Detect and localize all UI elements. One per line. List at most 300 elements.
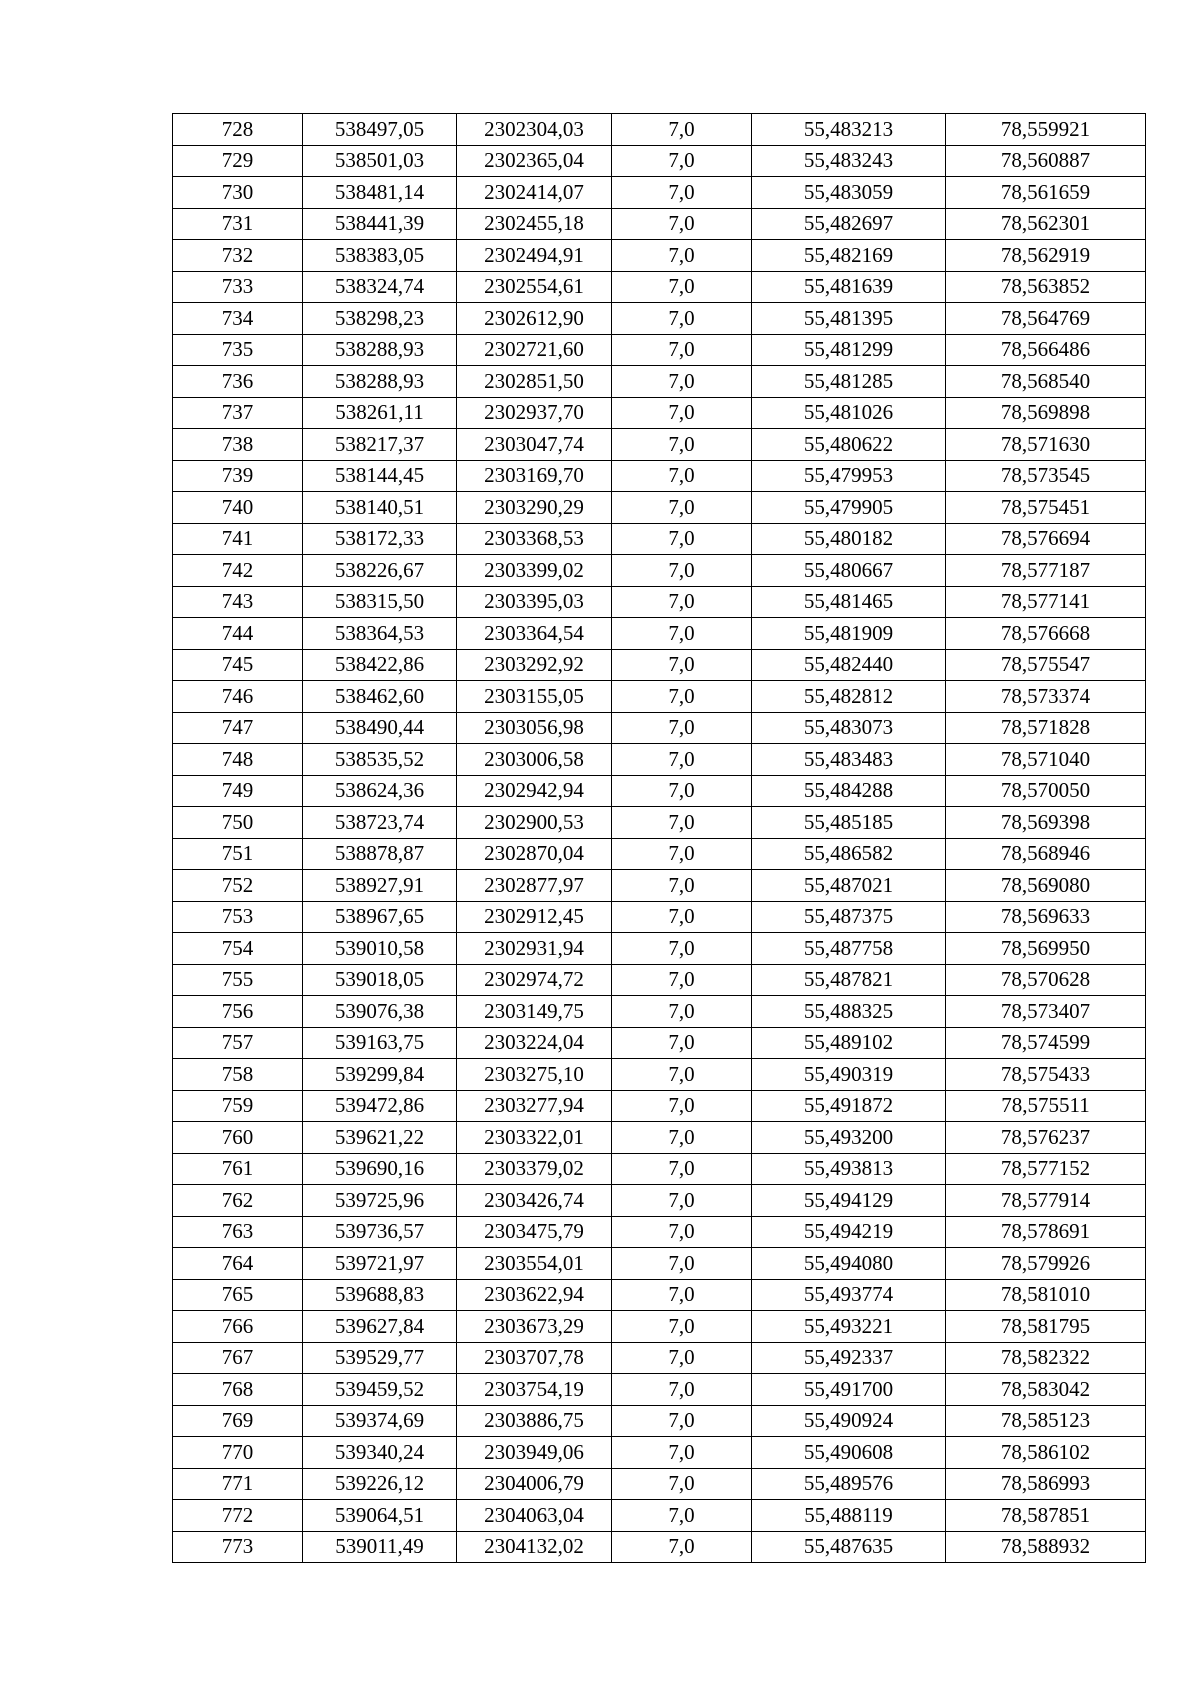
longitude-cell: 78,569633 [946, 901, 1146, 933]
value-cell: 7,0 [612, 208, 752, 240]
point-number-cell: 751 [173, 838, 303, 870]
value-cell: 7,0 [612, 177, 752, 209]
value-cell: 7,0 [612, 1405, 752, 1437]
latitude-cell: 55,485185 [752, 807, 946, 839]
x-coordinate-cell: 539226,12 [303, 1468, 457, 1500]
longitude-cell: 78,568946 [946, 838, 1146, 870]
y-coordinate-cell: 2302304,03 [457, 114, 612, 146]
latitude-cell: 55,483073 [752, 712, 946, 744]
point-number-cell: 742 [173, 555, 303, 587]
longitude-cell: 78,588932 [946, 1531, 1146, 1563]
y-coordinate-cell: 2302974,72 [457, 964, 612, 996]
table-row [173, 397, 1146, 429]
point-number-cell: 750 [173, 807, 303, 839]
longitude-cell: 78,571630 [946, 429, 1146, 461]
y-coordinate-cell: 2302877,97 [457, 870, 612, 902]
point-number-cell: 773 [173, 1531, 303, 1563]
latitude-cell: 55,490608 [752, 1437, 946, 1469]
x-coordinate-cell: 538261,11 [303, 397, 457, 429]
y-coordinate-cell: 2304063,04 [457, 1500, 612, 1532]
y-coordinate-cell: 2303277,94 [457, 1090, 612, 1122]
value-cell: 7,0 [612, 240, 752, 272]
point-number-cell: 745 [173, 649, 303, 681]
y-coordinate-cell: 2302554,61 [457, 271, 612, 303]
y-coordinate-cell: 2302851,50 [457, 366, 612, 398]
value-cell: 7,0 [612, 523, 752, 555]
y-coordinate-cell: 2303475,79 [457, 1216, 612, 1248]
latitude-cell: 55,488119 [752, 1500, 946, 1532]
y-coordinate-cell: 2303149,75 [457, 996, 612, 1028]
latitude-cell: 55,493200 [752, 1122, 946, 1154]
point-number-cell: 732 [173, 240, 303, 272]
longitude-cell: 78,574599 [946, 1027, 1146, 1059]
x-coordinate-cell: 538490,44 [303, 712, 457, 744]
point-number-cell: 729 [173, 145, 303, 177]
longitude-cell: 78,577187 [946, 555, 1146, 587]
value-cell: 7,0 [612, 1059, 752, 1091]
y-coordinate-cell: 2303707,78 [457, 1342, 612, 1374]
y-coordinate-cell: 2302942,94 [457, 775, 612, 807]
point-number-cell: 761 [173, 1153, 303, 1185]
latitude-cell: 55,480622 [752, 429, 946, 461]
longitude-cell: 78,577152 [946, 1153, 1146, 1185]
y-coordinate-cell: 2303554,01 [457, 1248, 612, 1280]
table-row [173, 1405, 1146, 1437]
y-coordinate-cell: 2302912,45 [457, 901, 612, 933]
latitude-cell: 55,493221 [752, 1311, 946, 1343]
latitude-cell: 55,481299 [752, 334, 946, 366]
longitude-cell: 78,568540 [946, 366, 1146, 398]
value-cell: 7,0 [612, 1531, 752, 1563]
table-row [173, 1279, 1146, 1311]
latitude-cell: 55,487021 [752, 870, 946, 902]
latitude-cell: 55,481639 [752, 271, 946, 303]
x-coordinate-cell: 538288,93 [303, 366, 457, 398]
y-coordinate-cell: 2302937,70 [457, 397, 612, 429]
y-coordinate-cell: 2303399,02 [457, 555, 612, 587]
longitude-cell: 78,562919 [946, 240, 1146, 272]
value-cell: 7,0 [612, 838, 752, 870]
y-coordinate-cell: 2302455,18 [457, 208, 612, 240]
latitude-cell: 55,489576 [752, 1468, 946, 1500]
table-row [173, 1216, 1146, 1248]
value-cell: 7,0 [612, 1153, 752, 1185]
latitude-cell: 55,482169 [752, 240, 946, 272]
value-cell: 7,0 [612, 271, 752, 303]
x-coordinate-cell: 539340,24 [303, 1437, 457, 1469]
table-row [173, 460, 1146, 492]
latitude-cell: 55,488325 [752, 996, 946, 1028]
x-coordinate-cell: 539721,97 [303, 1248, 457, 1280]
point-number-cell: 744 [173, 618, 303, 650]
latitude-cell: 55,483059 [752, 177, 946, 209]
x-coordinate-cell: 538422,86 [303, 649, 457, 681]
x-coordinate-cell: 538501,03 [303, 145, 457, 177]
point-number-cell: 738 [173, 429, 303, 461]
point-number-cell: 771 [173, 1468, 303, 1500]
point-number-cell: 728 [173, 114, 303, 146]
table-row [173, 1122, 1146, 1154]
table-row [173, 334, 1146, 366]
table-row [173, 240, 1146, 272]
point-number-cell: 762 [173, 1185, 303, 1217]
y-coordinate-cell: 2303292,92 [457, 649, 612, 681]
x-coordinate-cell: 539299,84 [303, 1059, 457, 1091]
y-coordinate-cell: 2302870,04 [457, 838, 612, 870]
table-row [173, 964, 1146, 996]
point-number-cell: 746 [173, 681, 303, 713]
x-coordinate-cell: 538288,93 [303, 334, 457, 366]
y-coordinate-cell: 2303622,94 [457, 1279, 612, 1311]
latitude-cell: 55,487821 [752, 964, 946, 996]
point-number-cell: 767 [173, 1342, 303, 1374]
table-row [173, 996, 1146, 1028]
point-number-cell: 741 [173, 523, 303, 555]
longitude-cell: 78,576237 [946, 1122, 1146, 1154]
x-coordinate-cell: 539374,69 [303, 1405, 457, 1437]
longitude-cell: 78,569950 [946, 933, 1146, 965]
y-coordinate-cell: 2303754,19 [457, 1374, 612, 1406]
table-row [173, 1342, 1146, 1374]
latitude-cell: 55,490924 [752, 1405, 946, 1437]
longitude-cell: 78,581795 [946, 1311, 1146, 1343]
value-cell: 7,0 [612, 1027, 752, 1059]
longitude-cell: 78,573407 [946, 996, 1146, 1028]
y-coordinate-cell: 2303379,02 [457, 1153, 612, 1185]
value-cell: 7,0 [612, 303, 752, 335]
x-coordinate-cell: 538624,36 [303, 775, 457, 807]
value-cell: 7,0 [612, 681, 752, 713]
point-number-cell: 730 [173, 177, 303, 209]
value-cell: 7,0 [612, 964, 752, 996]
y-coordinate-cell: 2302721,60 [457, 334, 612, 366]
value-cell: 7,0 [612, 366, 752, 398]
longitude-cell: 78,571040 [946, 744, 1146, 776]
point-number-cell: 747 [173, 712, 303, 744]
point-number-cell: 758 [173, 1059, 303, 1091]
coordinates-table [172, 113, 1146, 1563]
latitude-cell: 55,491700 [752, 1374, 946, 1406]
latitude-cell: 55,480667 [752, 555, 946, 587]
y-coordinate-cell: 2303155,05 [457, 681, 612, 713]
point-number-cell: 735 [173, 334, 303, 366]
y-coordinate-cell: 2303056,98 [457, 712, 612, 744]
value-cell: 7,0 [612, 586, 752, 618]
point-number-cell: 731 [173, 208, 303, 240]
value-cell: 7,0 [612, 1437, 752, 1469]
latitude-cell: 55,492337 [752, 1342, 946, 1374]
table-row [173, 712, 1146, 744]
value-cell: 7,0 [612, 1185, 752, 1217]
latitude-cell: 55,481026 [752, 397, 946, 429]
value-cell: 7,0 [612, 933, 752, 965]
y-coordinate-cell: 2304006,79 [457, 1468, 612, 1500]
latitude-cell: 55,481285 [752, 366, 946, 398]
point-number-cell: 763 [173, 1216, 303, 1248]
y-coordinate-cell: 2302900,53 [457, 807, 612, 839]
y-coordinate-cell: 2303006,58 [457, 744, 612, 776]
y-coordinate-cell: 2303322,01 [457, 1122, 612, 1154]
point-number-cell: 748 [173, 744, 303, 776]
value-cell: 7,0 [612, 114, 752, 146]
longitude-cell: 78,566486 [946, 334, 1146, 366]
point-number-cell: 739 [173, 460, 303, 492]
value-cell: 7,0 [612, 775, 752, 807]
longitude-cell: 78,577141 [946, 586, 1146, 618]
value-cell: 7,0 [612, 1311, 752, 1343]
longitude-cell: 78,569080 [946, 870, 1146, 902]
table-row [173, 870, 1146, 902]
value-cell: 7,0 [612, 492, 752, 524]
table-row [173, 901, 1146, 933]
y-coordinate-cell: 2302612,90 [457, 303, 612, 335]
table-row [173, 1437, 1146, 1469]
y-coordinate-cell: 2304132,02 [457, 1531, 612, 1563]
x-coordinate-cell: 539688,83 [303, 1279, 457, 1311]
point-number-cell: 734 [173, 303, 303, 335]
y-coordinate-cell: 2303364,54 [457, 618, 612, 650]
longitude-cell: 78,581010 [946, 1279, 1146, 1311]
value-cell: 7,0 [612, 1279, 752, 1311]
value-cell: 7,0 [612, 1122, 752, 1154]
table-row [173, 1027, 1146, 1059]
value-cell: 7,0 [612, 429, 752, 461]
longitude-cell: 78,577914 [946, 1185, 1146, 1217]
x-coordinate-cell: 539163,75 [303, 1027, 457, 1059]
value-cell: 7,0 [612, 870, 752, 902]
y-coordinate-cell: 2302931,94 [457, 933, 612, 965]
value-cell: 7,0 [612, 996, 752, 1028]
x-coordinate-cell: 539076,38 [303, 996, 457, 1028]
value-cell: 7,0 [612, 397, 752, 429]
x-coordinate-cell: 538441,39 [303, 208, 457, 240]
latitude-cell: 55,494129 [752, 1185, 946, 1217]
latitude-cell: 55,483213 [752, 114, 946, 146]
longitude-cell: 78,582322 [946, 1342, 1146, 1374]
latitude-cell: 55,487375 [752, 901, 946, 933]
x-coordinate-cell: 538383,05 [303, 240, 457, 272]
point-number-cell: 740 [173, 492, 303, 524]
longitude-cell: 78,583042 [946, 1374, 1146, 1406]
value-cell: 7,0 [612, 1374, 752, 1406]
y-coordinate-cell: 2302494,91 [457, 240, 612, 272]
longitude-cell: 78,560887 [946, 145, 1146, 177]
longitude-cell: 78,573374 [946, 681, 1146, 713]
x-coordinate-cell: 538140,51 [303, 492, 457, 524]
table-row [173, 649, 1146, 681]
y-coordinate-cell: 2303047,74 [457, 429, 612, 461]
value-cell: 7,0 [612, 901, 752, 933]
latitude-cell: 55,486582 [752, 838, 946, 870]
point-number-cell: 755 [173, 964, 303, 996]
x-coordinate-cell: 539725,96 [303, 1185, 457, 1217]
x-coordinate-cell: 539459,52 [303, 1374, 457, 1406]
point-number-cell: 757 [173, 1027, 303, 1059]
x-coordinate-cell: 538462,60 [303, 681, 457, 713]
y-coordinate-cell: 2302365,04 [457, 145, 612, 177]
y-coordinate-cell: 2303368,53 [457, 523, 612, 555]
latitude-cell: 55,481465 [752, 586, 946, 618]
point-number-cell: 736 [173, 366, 303, 398]
value-cell: 7,0 [612, 712, 752, 744]
x-coordinate-cell: 539529,77 [303, 1342, 457, 1374]
table-row [173, 1374, 1146, 1406]
latitude-cell: 55,484288 [752, 775, 946, 807]
value-cell: 7,0 [612, 1216, 752, 1248]
x-coordinate-cell: 538217,37 [303, 429, 457, 461]
table-row [173, 933, 1146, 965]
longitude-cell: 78,579926 [946, 1248, 1146, 1280]
x-coordinate-cell: 538967,65 [303, 901, 457, 933]
latitude-cell: 55,482440 [752, 649, 946, 681]
longitude-cell: 78,563852 [946, 271, 1146, 303]
value-cell: 7,0 [612, 334, 752, 366]
x-coordinate-cell: 539011,49 [303, 1531, 457, 1563]
point-number-cell: 768 [173, 1374, 303, 1406]
x-coordinate-cell: 538535,52 [303, 744, 457, 776]
value-cell: 7,0 [612, 1090, 752, 1122]
longitude-cell: 78,575547 [946, 649, 1146, 681]
longitude-cell: 78,562301 [946, 208, 1146, 240]
longitude-cell: 78,575451 [946, 492, 1146, 524]
point-number-cell: 737 [173, 397, 303, 429]
latitude-cell: 55,481395 [752, 303, 946, 335]
y-coordinate-cell: 2303290,29 [457, 492, 612, 524]
latitude-cell: 55,487635 [752, 1531, 946, 1563]
latitude-cell: 55,491872 [752, 1090, 946, 1122]
table-row [173, 807, 1146, 839]
value-cell: 7,0 [612, 1500, 752, 1532]
x-coordinate-cell: 538481,14 [303, 177, 457, 209]
table-row [173, 523, 1146, 555]
y-coordinate-cell: 2302414,07 [457, 177, 612, 209]
value-cell: 7,0 [612, 1342, 752, 1374]
value-cell: 7,0 [612, 1468, 752, 1500]
y-coordinate-cell: 2303395,03 [457, 586, 612, 618]
y-coordinate-cell: 2303224,04 [457, 1027, 612, 1059]
point-number-cell: 743 [173, 586, 303, 618]
table-row [173, 555, 1146, 587]
table-row [173, 838, 1146, 870]
point-number-cell: 752 [173, 870, 303, 902]
x-coordinate-cell: 539064,51 [303, 1500, 457, 1532]
value-cell: 7,0 [612, 145, 752, 177]
value-cell: 7,0 [612, 649, 752, 681]
value-cell: 7,0 [612, 555, 752, 587]
table-row [173, 429, 1146, 461]
value-cell: 7,0 [612, 807, 752, 839]
longitude-cell: 78,570628 [946, 964, 1146, 996]
table-row [173, 1090, 1146, 1122]
y-coordinate-cell: 2303426,74 [457, 1185, 612, 1217]
latitude-cell: 55,480182 [752, 523, 946, 555]
table-row [173, 1185, 1146, 1217]
longitude-cell: 78,587851 [946, 1500, 1146, 1532]
latitude-cell: 55,493774 [752, 1279, 946, 1311]
value-cell: 7,0 [612, 618, 752, 650]
table-row [173, 366, 1146, 398]
point-number-cell: 769 [173, 1405, 303, 1437]
point-number-cell: 733 [173, 271, 303, 303]
point-number-cell: 766 [173, 1311, 303, 1343]
point-number-cell: 764 [173, 1248, 303, 1280]
x-coordinate-cell: 538497,05 [303, 114, 457, 146]
table-row [173, 303, 1146, 335]
y-coordinate-cell: 2303949,06 [457, 1437, 612, 1469]
table-row [173, 145, 1146, 177]
longitude-cell: 78,559921 [946, 114, 1146, 146]
latitude-cell: 55,481909 [752, 618, 946, 650]
table-body [173, 114, 1146, 1563]
table-row [173, 492, 1146, 524]
longitude-cell: 78,575433 [946, 1059, 1146, 1091]
table-row [173, 586, 1146, 618]
x-coordinate-cell: 538927,91 [303, 870, 457, 902]
latitude-cell: 55,490319 [752, 1059, 946, 1091]
x-coordinate-cell: 538723,74 [303, 807, 457, 839]
longitude-cell: 78,573545 [946, 460, 1146, 492]
value-cell: 7,0 [612, 1248, 752, 1280]
table-row [173, 1311, 1146, 1343]
latitude-cell: 55,494080 [752, 1248, 946, 1280]
table-row [173, 681, 1146, 713]
value-cell: 7,0 [612, 744, 752, 776]
y-coordinate-cell: 2303169,70 [457, 460, 612, 492]
longitude-cell: 78,586102 [946, 1437, 1146, 1469]
point-number-cell: 770 [173, 1437, 303, 1469]
point-number-cell: 772 [173, 1500, 303, 1532]
x-coordinate-cell: 539018,05 [303, 964, 457, 996]
longitude-cell: 78,570050 [946, 775, 1146, 807]
table-row [173, 1500, 1146, 1532]
table-row [173, 271, 1146, 303]
longitude-cell: 78,578691 [946, 1216, 1146, 1248]
table-row [173, 775, 1146, 807]
point-number-cell: 749 [173, 775, 303, 807]
y-coordinate-cell: 2303886,75 [457, 1405, 612, 1437]
table-row [173, 1531, 1146, 1563]
longitude-cell: 78,561659 [946, 177, 1146, 209]
point-number-cell: 760 [173, 1122, 303, 1154]
x-coordinate-cell: 539736,57 [303, 1216, 457, 1248]
latitude-cell: 55,493813 [752, 1153, 946, 1185]
x-coordinate-cell: 539627,84 [303, 1311, 457, 1343]
longitude-cell: 78,585123 [946, 1405, 1146, 1437]
value-cell: 7,0 [612, 460, 752, 492]
table-row [173, 744, 1146, 776]
x-coordinate-cell: 538315,50 [303, 586, 457, 618]
table-row [173, 1468, 1146, 1500]
longitude-cell: 78,576668 [946, 618, 1146, 650]
longitude-cell: 78,576694 [946, 523, 1146, 555]
x-coordinate-cell: 538324,74 [303, 271, 457, 303]
latitude-cell: 55,483243 [752, 145, 946, 177]
point-number-cell: 754 [173, 933, 303, 965]
table-row [173, 618, 1146, 650]
x-coordinate-cell: 539690,16 [303, 1153, 457, 1185]
latitude-cell: 55,487758 [752, 933, 946, 965]
table-row [173, 177, 1146, 209]
table-row [173, 114, 1146, 146]
table-row [173, 1153, 1146, 1185]
latitude-cell: 55,479905 [752, 492, 946, 524]
longitude-cell: 78,586993 [946, 1468, 1146, 1500]
latitude-cell: 55,479953 [752, 460, 946, 492]
x-coordinate-cell: 538298,23 [303, 303, 457, 335]
point-number-cell: 753 [173, 901, 303, 933]
latitude-cell: 55,482697 [752, 208, 946, 240]
x-coordinate-cell: 538172,33 [303, 523, 457, 555]
